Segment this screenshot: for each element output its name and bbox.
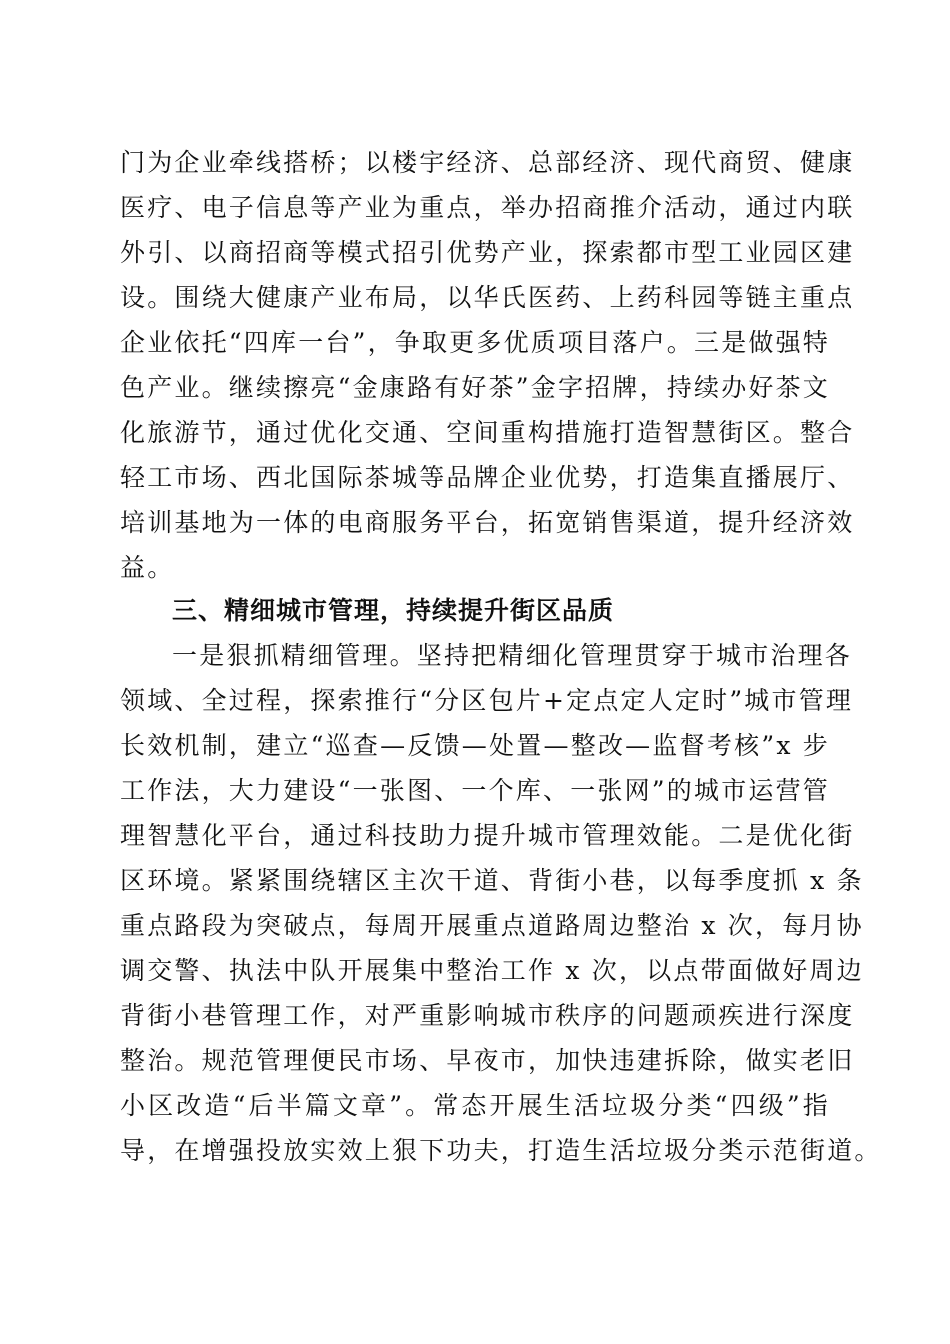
text-line: 领域、全过程，探索推行“分区包片+定点定人定时”城市管理 xyxy=(120,686,854,715)
text-line: 轻工市场、西北国际茶城等品牌企业优势，打造集直播展厅、 xyxy=(120,463,855,492)
text-line: 培训基地为一体的电商服务平台，拓宽销售渠道，提升经济效 xyxy=(120,508,855,537)
text-line: 化旅游节，通过优化交通、空间重构措施打造智慧街区。整合 xyxy=(120,418,855,447)
paragraph-city-management xyxy=(120,633,882,1173)
paragraph-continuation xyxy=(120,140,855,590)
text-line: 背街小巷管理工作，对严重影响城市秩序的问题顽疾进行深度 xyxy=(120,1001,855,1030)
text-line: 门为企业牵线搭桥；以楼宇经济、总部经济、现代商贸、健康 xyxy=(120,148,855,177)
text-line: 整治。规范管理便民市场、早夜市，加快违建拆除，做实老旧 xyxy=(120,1046,855,1075)
text-line: 小区改造“后半篇文章”。常态开展生活垃圾分类“四级”指 xyxy=(120,1091,830,1120)
text-line: 设。围绕大健康产业布局，以华氏医药、上药科园等链主重点 xyxy=(120,283,855,312)
text-line: 区环境。紧紧围绕辖区主次干道、背街小巷，以每季度抓 x 条 xyxy=(120,866,864,895)
text-line: 工作法，大力建设“一张图、一个库、一张网”的城市运营管 xyxy=(120,776,830,805)
text-line: 导，在增强投放实效上狠下功夫，打造生活垃圾分类示范街道。 xyxy=(120,1136,882,1165)
text-line: 长效机制，建立“巡查—反馈—处置—整改—监督考核”x 步 xyxy=(120,731,830,760)
text-line: 益。 xyxy=(120,553,175,582)
text-line: 重点路段为突破点，每周开展重点道路周边整治 x 次，每月协 xyxy=(120,911,864,940)
text-line: 外引、以商招商等模式招引优势产业，探索都市型工业园区建 xyxy=(120,238,855,267)
text-line: 一是狠抓精细管理。坚持把精细化管理贯穿于城市治理各 xyxy=(172,641,853,670)
text-line: 医疗、电子信息等产业为重点，举办招商推介活动，通过内联 xyxy=(120,193,855,222)
section-heading: 三、精细城市管理，持续提升街区品质 xyxy=(172,596,615,625)
text-line: 理智慧化平台，通过科技助力提升城市管理效能。二是优化街 xyxy=(120,821,855,850)
text-line: 企业依托“四库一台”，争取更多优质项目落户。三是做强特 xyxy=(120,328,830,357)
text-line: 色产业。继续擦亮“金康路有好茶”金字招牌，持续办好茶文 xyxy=(120,373,830,402)
text-line: 调交警、执法中队开展集中整治工作 x 次，以点带面做好周边 xyxy=(120,956,864,985)
